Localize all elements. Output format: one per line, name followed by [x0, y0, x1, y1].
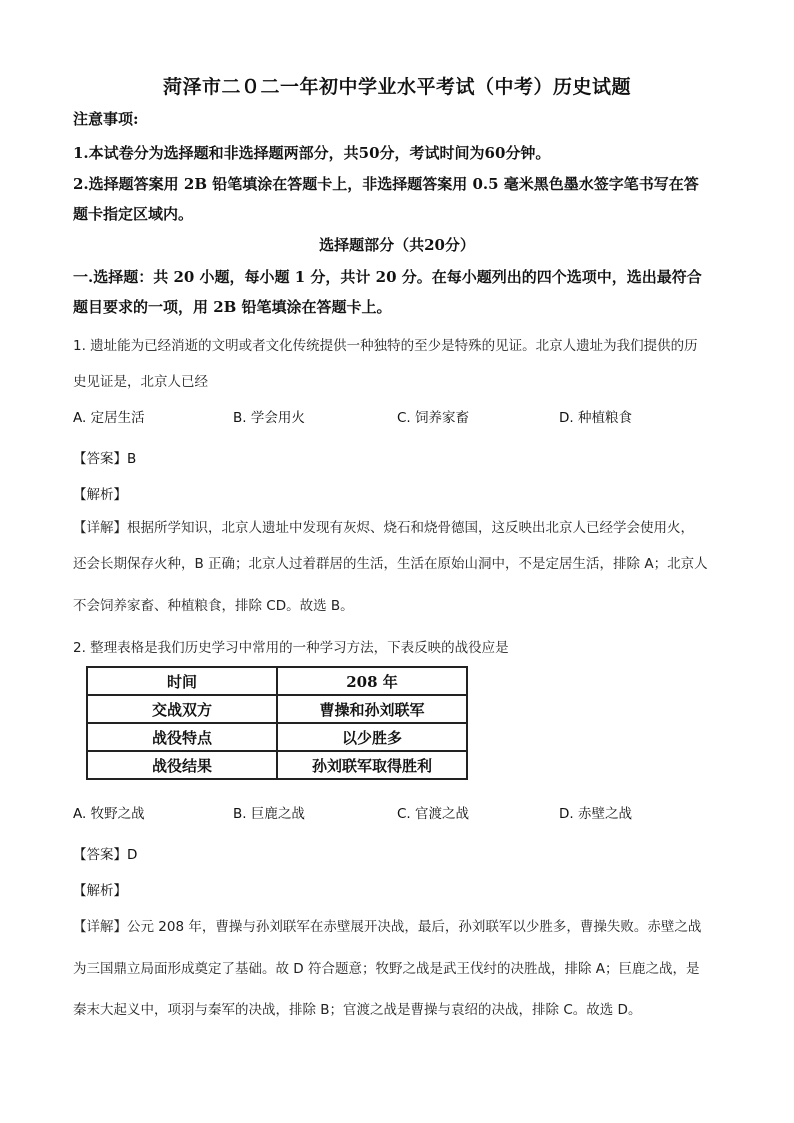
table-cell-value: 孙刘联军取得胜利	[277, 751, 467, 779]
q1-detail-line-1	[73, 516, 694, 536]
table-cell-key: 时间	[87, 667, 277, 695]
q1-answer-label: 【答案】	[73, 451, 127, 467]
q2-detail-label: 【详解】	[73, 919, 127, 935]
table-cell-value: 以少胜多	[277, 723, 467, 751]
q2-answer	[73, 843, 137, 863]
table-cell-value: 208 年	[277, 667, 467, 695]
q1-detail-line-2: 还会长期保存火种，B 正确；北京人过着群居的生活，生活在原始山洞中，不是定居生活，排除 A；北京人	[73, 556, 708, 572]
q2-option-c: C. 官渡之战	[397, 806, 470, 822]
q2-detail-line-1	[73, 915, 701, 935]
section-intro-line-2: 题目要求的一项，用 2B 铅笔填涂在答题卡上。	[73, 298, 392, 316]
table-cell-key: 战役特点	[87, 723, 277, 751]
table-row	[87, 667, 467, 695]
q1-detail-label: 【详解】	[73, 520, 127, 536]
table-cell-value: 曹操和孙刘联军	[277, 695, 467, 723]
q2-detail-line-2: 为三国鼎立局面形成奠定了基础。故 D 符合题意；牧野之战是武王伐纣的决胜战，排除 A；巨鹿之战，是	[73, 961, 700, 977]
q2-answer-value: D	[127, 847, 138, 863]
table-row	[87, 695, 467, 723]
table-row	[87, 723, 467, 751]
q2-stem: 2. 整理表格是我们历史学习中常用的一种学习方法，下表反映的战役应是	[73, 640, 509, 656]
q1-option-b: B. 学会用火	[233, 410, 305, 426]
page-title: 菏泽市二０二一年初中学业水平考试（中考）历史试题	[162, 76, 631, 98]
table-cell-key: 交战双方	[87, 695, 277, 723]
notice-item-2-line-2: 题卡指定区域内。	[73, 205, 194, 223]
q1-detail-line-3: 不会饲养家畜、种植粮食，排除 CD。故选 B。	[73, 598, 354, 614]
section-intro-line-1: 一.选择题：共 20 小题，每小题 1 分，共计 20 分。在每小题列出的四个选项中，选出最符合	[73, 268, 702, 286]
q1-option-a: A. 定居生活	[73, 410, 145, 426]
battle-info-table	[86, 666, 468, 780]
q2-option-b: B. 巨鹿之战	[233, 806, 305, 822]
notice-heading: 注意事项:	[73, 110, 139, 128]
q1-stem-line-1: 1. 遗址能为已经消逝的文明或者文化传统提供一种独特的至少是特殊的见证。北京人遗址为我们提供的历	[73, 338, 698, 354]
q1-answer-value: B	[127, 451, 137, 467]
q2-option-a: A. 牧野之战	[73, 806, 145, 822]
q2-answer-label: 【答案】	[73, 847, 127, 863]
q1-answer	[73, 447, 136, 467]
q2-analysis-label: 【解析】	[73, 883, 127, 899]
q1-analysis-label: 【解析】	[73, 487, 127, 503]
notice-item-2-line-1: 2.选择题答案用 2B 铅笔填涂在答题卡上，非选择题答案用 0.5 毫米黑色墨水签字笔书写在答	[73, 175, 699, 193]
q1-option-c: C. 饲养家畜	[397, 410, 470, 426]
q1-stem-line-2: 史见证是，北京人已经	[73, 374, 208, 390]
q1-option-d: D. 种植粮食	[559, 410, 632, 426]
table-cell-key: 战役结果	[87, 751, 277, 779]
q1-detail-text-1: 根据所学知识，北京人遗址中发现有灰烬、烧石和烧骨德国，这反映出北京人已经学会使用火，	[127, 520, 694, 536]
q2-detail-text-1: 公元 208 年，曹操与孙刘联军在赤壁展开决战，最后，孙刘联军以少胜多，曹操失败。赤壁之战	[127, 919, 702, 935]
q2-option-d: D. 赤壁之战	[559, 806, 632, 822]
section-title: 选择题部分（共20分）	[319, 236, 475, 254]
notice-item-1: 1.本试卷分为选择题和非选择题两部分，共50分，考试时间为60分钟。	[73, 144, 551, 162]
table-row	[87, 751, 467, 779]
q2-detail-line-3: 秦末大起义中，项羽与秦军的决战，排除 B；官渡之战是曹操与袁绍的决战，排除 C。故选 D。	[73, 1002, 642, 1018]
